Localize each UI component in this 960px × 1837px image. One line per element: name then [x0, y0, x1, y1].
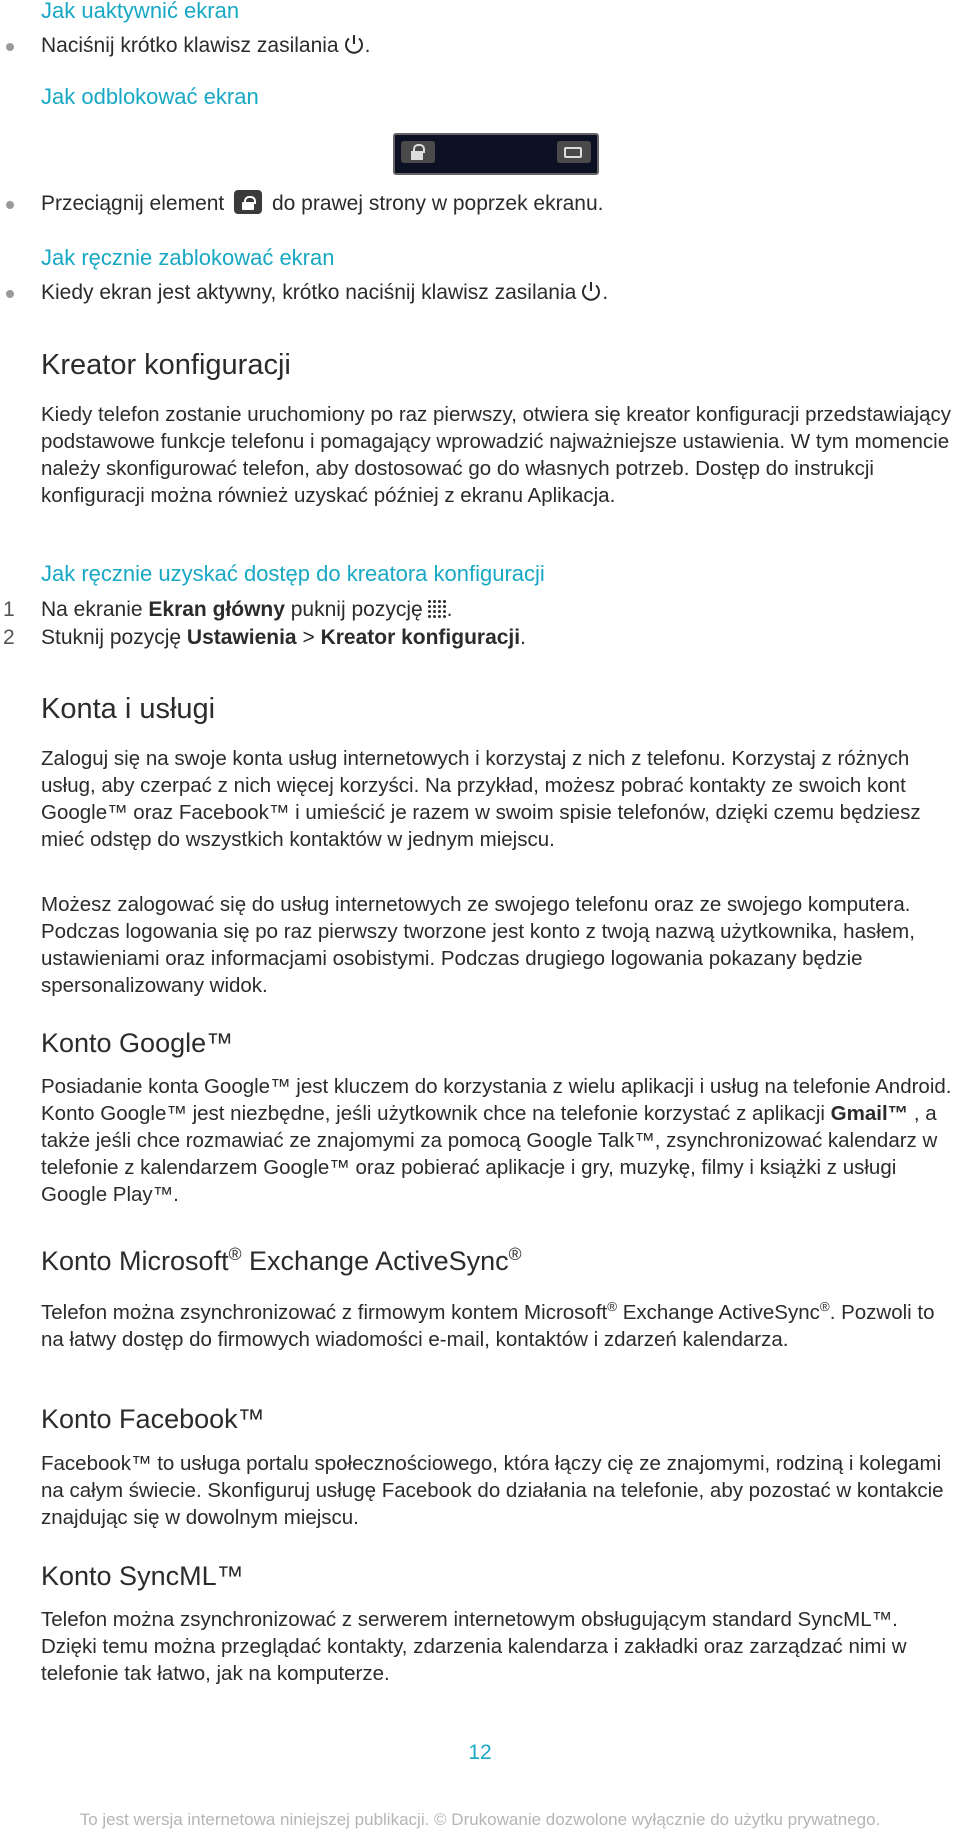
setup-wizard-paragraph: Kiedy telefon zostanie uruchomiony po raz pierwszy, otwiera się kreator konfiguracji przedstawiający podstawowe funkcje telefonu i pomagający wprowadzić najważniejsze ustawienia. W tym momencie należy skonfigurować telefon, aby dostosować go do własnych potrzeb. Dostęp do instrukcji konfiguracji można również uzyskać później z ekranu Aplikacja.	[41, 403, 952, 507]
page-number: 12	[468, 1741, 492, 1764]
section-title-syncml: Konto SyncML™	[41, 1561, 244, 1591]
footer-notice: To jest wersja internetowa niniejszej publikacji. © Drukowanie dozwolone wyłącznie do użytku prywatnego.	[79, 1810, 881, 1829]
camera-icon	[557, 141, 591, 163]
power-icon	[580, 280, 602, 302]
heading-activate-screen: Jak uaktywnić ekran	[41, 0, 240, 23]
bullet-dot	[6, 43, 14, 51]
facebook-paragraph: Facebook™ to usługa portalu społecznościowego, która łączy cię ze znajomymi, rodziną i kolegami na całym świecie. Skonfiguruj usługę Facebook do działania na telefonie, aby pozostać w kontakcie znajdując się w dowolnym miejscu.	[41, 1452, 944, 1529]
heading-lock-screen-manually: Jak ręcznie zablokować ekran	[41, 245, 335, 270]
step-number: 2	[3, 626, 15, 649]
manual-page: Jak uaktywnić ekran Naciśnij krótko klawisz zasilania . Jak odblokować ekran Przeciągnij element do prawej strony w poprzek ekranu. Jak ręcznie zablokować ekran Kiedy ekran jest aktywny, krótko naciśnij klawisz zasilania . Kreator konfiguracji Kiedy telefon zostanie uruchomiony po raz pierwszy, otwiera się kreator konfiguracji przedstawiający podstawowe funkcje telefonu i pomagający wprowadzić najważniejsze ustawienia. W tym momencie należy skonfigurować telefon, aby dostosować go do własnych potrzeb. Dostęp do instrukcji konfiguracji można również uzyskać później z ekranu Aplikacja. Jak ręcznie uzyskać dostęp do kreatora konfiguracji 1 Na ekranie Ekran główny puknij pozycję . 2 Stuknij pozycję Ustawienia > Kreator konfiguracji. Konta i usługi Zaloguj się na swoje konta usług internetowych i korzystaj z nich z telefonu. Korzystaj z różnych usług, aby czerpać z nich więcej korzyści. Na przykład, możesz pobrać kontakty ze swoich kont Google™ oraz Facebook™ i umieścić je razem w swoim spisie telefonów, dzięki czemu będziesz mieć odstęp do wszystkich kontaktów w jednym miejscu. Możesz zalogować się do usług internetowych ze swojego telefonu oraz ze swojego komputera. Podczas logowania się po raz pierwszy tworzone jest konto z twoją nazwą użytkownika, hasłem, ustawieniami oraz informacjami osobistymi. Podczas drugiego logowania pokazany będzie spersonalizowany widok. Konto Google™ Posiadanie konta Google™ jest kluczem do korzystania z wielu aplikacji i usług na telefonie Android. Konto Google™ jest niezbędne, jeśli użytkownik chce na telefonie korzystać z aplikacji Gmail™ , a także jeśli chce rozmawiać ze znajomymi za pomocą Google Talk™, zsynchronizować kalendarz w telefonie z kalendarzem Google™ oraz pobierać aplikacje i gry, muzykę, filmy i książki z usługi Google Play™. Konto Microsoft® Exchange ActiveSync® Telefon można zsynchronizować z firmowym kontem Microsoft® Exchange ActiveSync®. Pozwoli to na łatwy dostęp do firmowych wiadomości e-mail, kontaktów i zdarzeń kalendarza. Konto Facebook™ Facebook™ to usługa portalu społecznościowego, która łączy cię ze znajomymi, rodziną i kolegami na całym świecie. Skonfiguruj usługę Facebook do działania na telefonie, aby pozostać w kontakcie znajdując się w dowolnym miejscu. Konto SyncML™ Telefon można zsynchronizować z serwerem internetowym obsługującym standard SyncML™. Dzięki temu można przeglądać kontakty, zdarzenia kalendarza i zakładki oraz zarządzać nimi w telefonie tak łatwo, jak na komputerze. 12 To jest wersja internetowa niniejszej publikacji. © Drukowanie dozwolone wyłącznie do użytku prywatnego.	[0, 0, 960, 1837]
gmail-label: Gmail™	[830, 1102, 909, 1125]
accounts-paragraph-1: Zaloguj się na swoje konta usług internetowych i korzystaj z nich z telefonu. Korzystaj z różnych usług, aby czerpać z nich więcej korzyści. Na przykład, możesz pobrać kontakty ze swoich kont Google™ oraz Facebook™ i umieścić je razem w swoim spisie telefonów, dzięki czemu będziesz mieć odstęp do wszystkich kontaktów w jednym miejscu.	[41, 747, 921, 851]
lock-icon	[401, 141, 435, 163]
section-title-accounts: Konta i usługi	[41, 693, 216, 725]
syncml-paragraph: Telefon można zsynchronizować z serwerem internetowym obsługującym standard SyncML™. Dzięki temu można przeglądać kontakty, zdarzenia kalendarza i zakładki oraz zarządzać nimi w telefonie tak łatwo, jak na komputerze.	[41, 1608, 907, 1685]
setup-wizard-label: Kreator konfiguracji	[320, 626, 521, 649]
lock-icon	[234, 190, 262, 214]
accounts-paragraph-2: Możesz zalogować się do usług internetowych ze swojego telefonu oraz ze swojego komputera. Podczas logowania się po raz pierwszy tworzone jest konto z twoją nazwą użytkownika, hasłem, ustawieniami oraz informacjami osobistymi. Podczas drugiego logowania pokazany będzie spersonalizowany widok.	[41, 893, 915, 997]
section-title-facebook: Konto Facebook™	[41, 1404, 265, 1434]
heading-access-setup-wizard: Jak ręcznie uzyskać dostęp do kreatora konfiguracji	[41, 561, 545, 586]
bullet-dot	[6, 201, 14, 209]
bullet-lock-text: Kiedy ekran jest aktywny, krótko naciśnij klawisz zasilania	[41, 281, 577, 304]
heading-unlock-screen: Jak odblokować ekran	[41, 84, 259, 109]
google-paragraph: Posiadanie konta Google™ jest kluczem do korzystania z wielu aplikacji i usług na telefonie Android. Konto Google™ jest niezbędne, jeśli użytkownik chce na telefonie korzystać z aplikacji Gmail™ , a także jeśli chce rozmawiać ze znajomymi za pomocą Google Talk™, zsynchronizować kalendarz w telefonie z kalendarzem Google™ oraz pobierać aplikacje i gry, muzykę, filmy i książki z usługi Google Play™.	[41, 1075, 952, 1206]
exchange-paragraph: Telefon można zsynchronizować z firmowym kontem Microsoft® Exchange ActiveSync®. Pozwoli to na łatwy dostęp do firmowych wiadomości e-mail, kontaktów i zdarzeń kalendarza.	[41, 1299, 935, 1351]
bullet-unlock-text-after: do prawej strony w poprzek ekranu.	[271, 192, 604, 215]
step-number: 1	[3, 598, 15, 621]
section-title-google: Konto Google™	[41, 1028, 234, 1058]
app-grid-icon	[427, 599, 447, 619]
settings-label: Ustawienia	[186, 626, 297, 649]
section-title-exchange: Konto Microsoft® Exchange ActiveSync®	[41, 1244, 522, 1276]
bullet-dot	[6, 290, 14, 298]
power-icon	[343, 33, 365, 55]
lockscreen-slider-image	[393, 133, 599, 175]
section-title-setup-wizard: Kreator konfiguracji	[41, 349, 291, 381]
bullet-unlock-text-before: Przeciągnij element	[41, 192, 225, 215]
home-screen-label: Ekran główny	[148, 598, 285, 621]
bullet-activate-text: Naciśnij krótko klawisz zasilania	[41, 34, 339, 57]
